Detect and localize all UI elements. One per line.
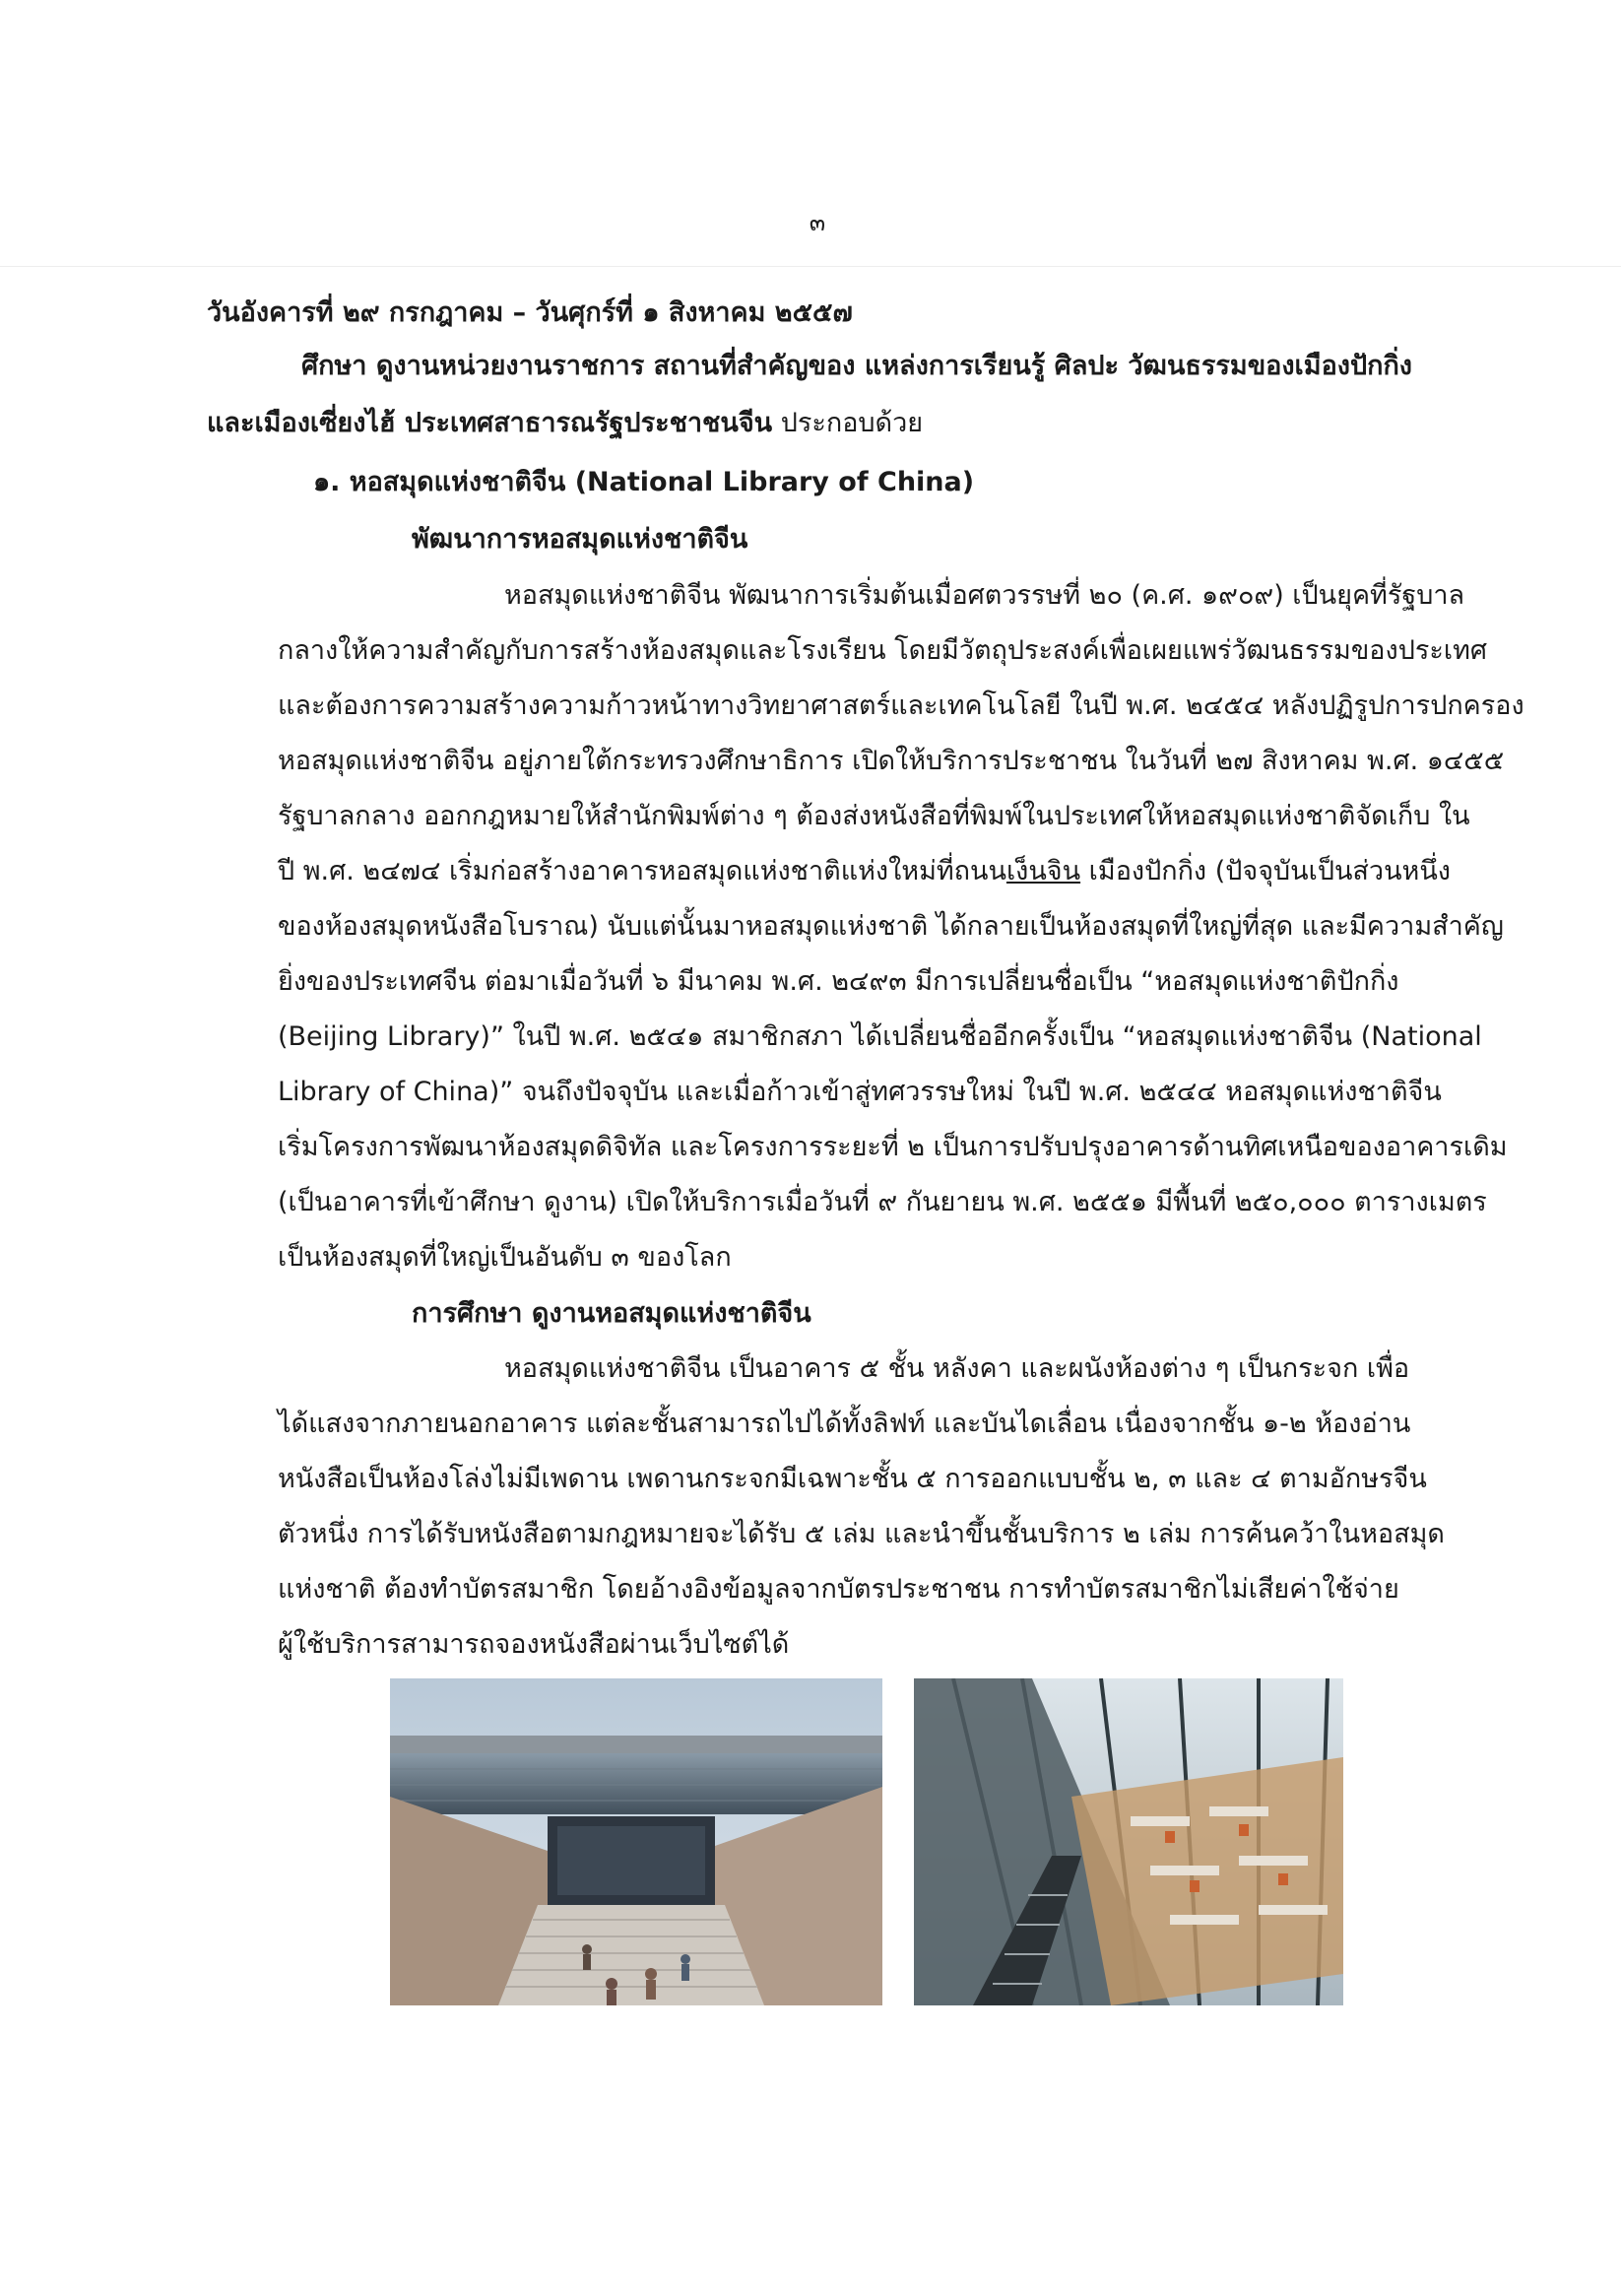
underlined-road-name: เง็นจิน [1005,856,1081,886]
paragraph-line: (เป็นอาคารที่เข้าศึกษา ดูงาน) เปิดให้บริการเมื่อวันที่ ๙ กันยายน พ.ศ. ๒๕๕๑ มีพื้นที่ ๒๕๐,๐๐๐ ตารางเมตร [278,1187,1487,1217]
paragraph-line: หอสมุดแห่งชาติจีน อยู่ภายใต้กระทรวงศึกษาธิการ เปิดให้บริการประชาชน ในวันที่ ๒๗ สิงหาคม พ.ศ. ๑๔๕๕ [278,746,1505,776]
paragraph-line [278,852,1451,891]
scan-artifact-line [0,266,1621,267]
paragraph-line: เป็นห้องสมุดที่ใหญ่เป็นอันดับ ๓ ของโลก [278,1242,732,1273]
photo-library-interior [914,1678,1343,2005]
photo-library-exterior [390,1678,882,2005]
paragraph-line: ของห้องสมุดหนังสือโบราณ) นับแต่นั้นมาหอสมุดแห่งชาติ ได้กลายเป็นห้องสมุดที่ใหญ่ที่สุด และมีความสำคัญ [278,911,1504,942]
paragraph-line: รัฐบาลกลาง ออกกฎหมายให้สำนักพิมพ์ต่าง ๆ ต้องส่งหนังสือที่พิมพ์ในประเทศให้หอสมุดแห่งชาติจัดเก็บ ใน [278,801,1470,831]
paragraph-line: หอสมุดแห่งชาติจีน เป็นอาคาร ๕ ชั้น หลังคา และผนังห้องต่าง ๆ เป็นกระจก เพื่อ [504,1353,1410,1384]
page-number: ๓ [809,209,826,236]
line-text: เมืองปักกิ่ง (ปัจจุบันเป็นส่วนหนึ่ง [1080,856,1451,886]
paragraph-line: ยิ่งของประเทศจีน ต่อมาเมื่อวันที่ ๖ มีนาคม พ.ศ. ๒๔๙๓ มีการเปลี่ยนชื่อเป็น “หอสมุดแห่งชาติปักกิ่ง [278,966,1399,997]
paragraph-line: Library of China)” จนถึงปัจจุบัน และเมื่อก้าวเข้าสู่ทศวรรษใหม่ ในปี พ.ศ. ๒๕๔๔ หอสมุดแห่งชาติจีน [278,1077,1442,1107]
paragraph-line: และต้องการความสร้างความก้าวหน้าทางวิทยาศาสตร์และเทคโนโลยี ในปี พ.ศ. ๒๔๕๔ หลังปฏิรูปการปกครอง [278,690,1524,721]
paragraph-line: ได้แสงจากภายนอกอาคาร แต่ละชั้นสามารถไปได้ทั้งลิฟท์ และบันไดเลื่อน เนื่องจากชั้น ๑-๒ ห้องอ่าน [278,1409,1411,1439]
intro-tail-text: ประกอบด้วย [772,408,924,438]
subheading-study-visit: การศึกษา ดูงานหอสมุดแห่งชาติจีน [412,1298,811,1329]
paragraph-line: กลางให้ความสำคัญกับการสร้างห้องสมุดและโรงเรียน โดยมีวัตถุประสงค์เพื่อเผยแพร่วัฒนธรรมของประเทศ [278,635,1487,666]
intro-line-2 [207,404,923,443]
paragraph-line: ผู้ใช้บริการสามารถจองหนังสือผ่านเว็บไซต์ได้ [278,1629,790,1660]
intro-line-1: ศึกษา ดูงานหน่วยงานราชการ สถานที่สำคัญของ แหล่งการเรียนรู้ ศิลปะ วัฒนธรรมของเมืองปักกิ่ง [301,351,1412,381]
section-heading: ๑. หอสมุดแห่งชาติจีน (National Library of China) [313,467,975,497]
intro-bold-text: และเมืองเซี่ยงไฮ้ ประเทศสาธารณรัฐประชาชนจีน [207,408,773,438]
paragraph-line: (Beijing Library)” ในปี พ.ศ. ๒๕๔๑ สมาชิกสภา ได้เปลี่ยนชื่ออีกครั้งเป็น “หอสมุดแห่งชาติจีน (National [278,1021,1482,1052]
paragraph-line: หอสมุดแห่งชาติจีน พัฒนาการเริ่มต้นเมื่อศตวรรษที่ ๒๐ (ค.ศ. ๑๙๐๙) เป็นยุคที่รัฐบาล [504,580,1465,611]
date-line: วันอังคารที่ ๒๙ กรกฎาคม – วันศุกร์ที่ ๑ สิงหาคม ๒๕๕๗ [207,297,853,328]
line-text: ปี พ.ศ. ๒๔๗๔ เริ่มก่อสร้างอาคารหอสมุดแห่งชาติแห่งใหม่ที่ถนน [278,856,1006,886]
paragraph-line: แห่งชาติ ต้องทำบัตรสมาชิก โดยอ้างอิงข้อมูลจากบัตรประชาชน การทำบัตรสมาชิกไม่เสียค่าใช้จ่าย [278,1574,1399,1605]
paragraph-line: ตัวหนึ่ง การได้รับหนังสือตามกฎหมายจะได้รับ ๕ เล่ม และนำขึ้นชั้นบริการ ๒ เล่ม การค้นคว้าในหอสมุด [278,1519,1445,1549]
paragraph-line: หนังสือเป็นห้องโล่งไม่มีเพดาน เพดานกระจกมีเฉพาะชั้น ๕ การออกแบบชั้น ๒, ๓ และ ๔ ตามอักษรจีน [278,1464,1427,1494]
subheading-development: พัฒนาการหอสมุดแห่งชาติจีน [412,524,748,555]
paragraph-line: เริ่มโครงการพัฒนาห้องสมุดดิจิทัล และโครงการระยะที่ ๒ เป็นการปรับปรุงอาคารด้านทิศเหนือของอาคารเดิม [278,1132,1508,1162]
